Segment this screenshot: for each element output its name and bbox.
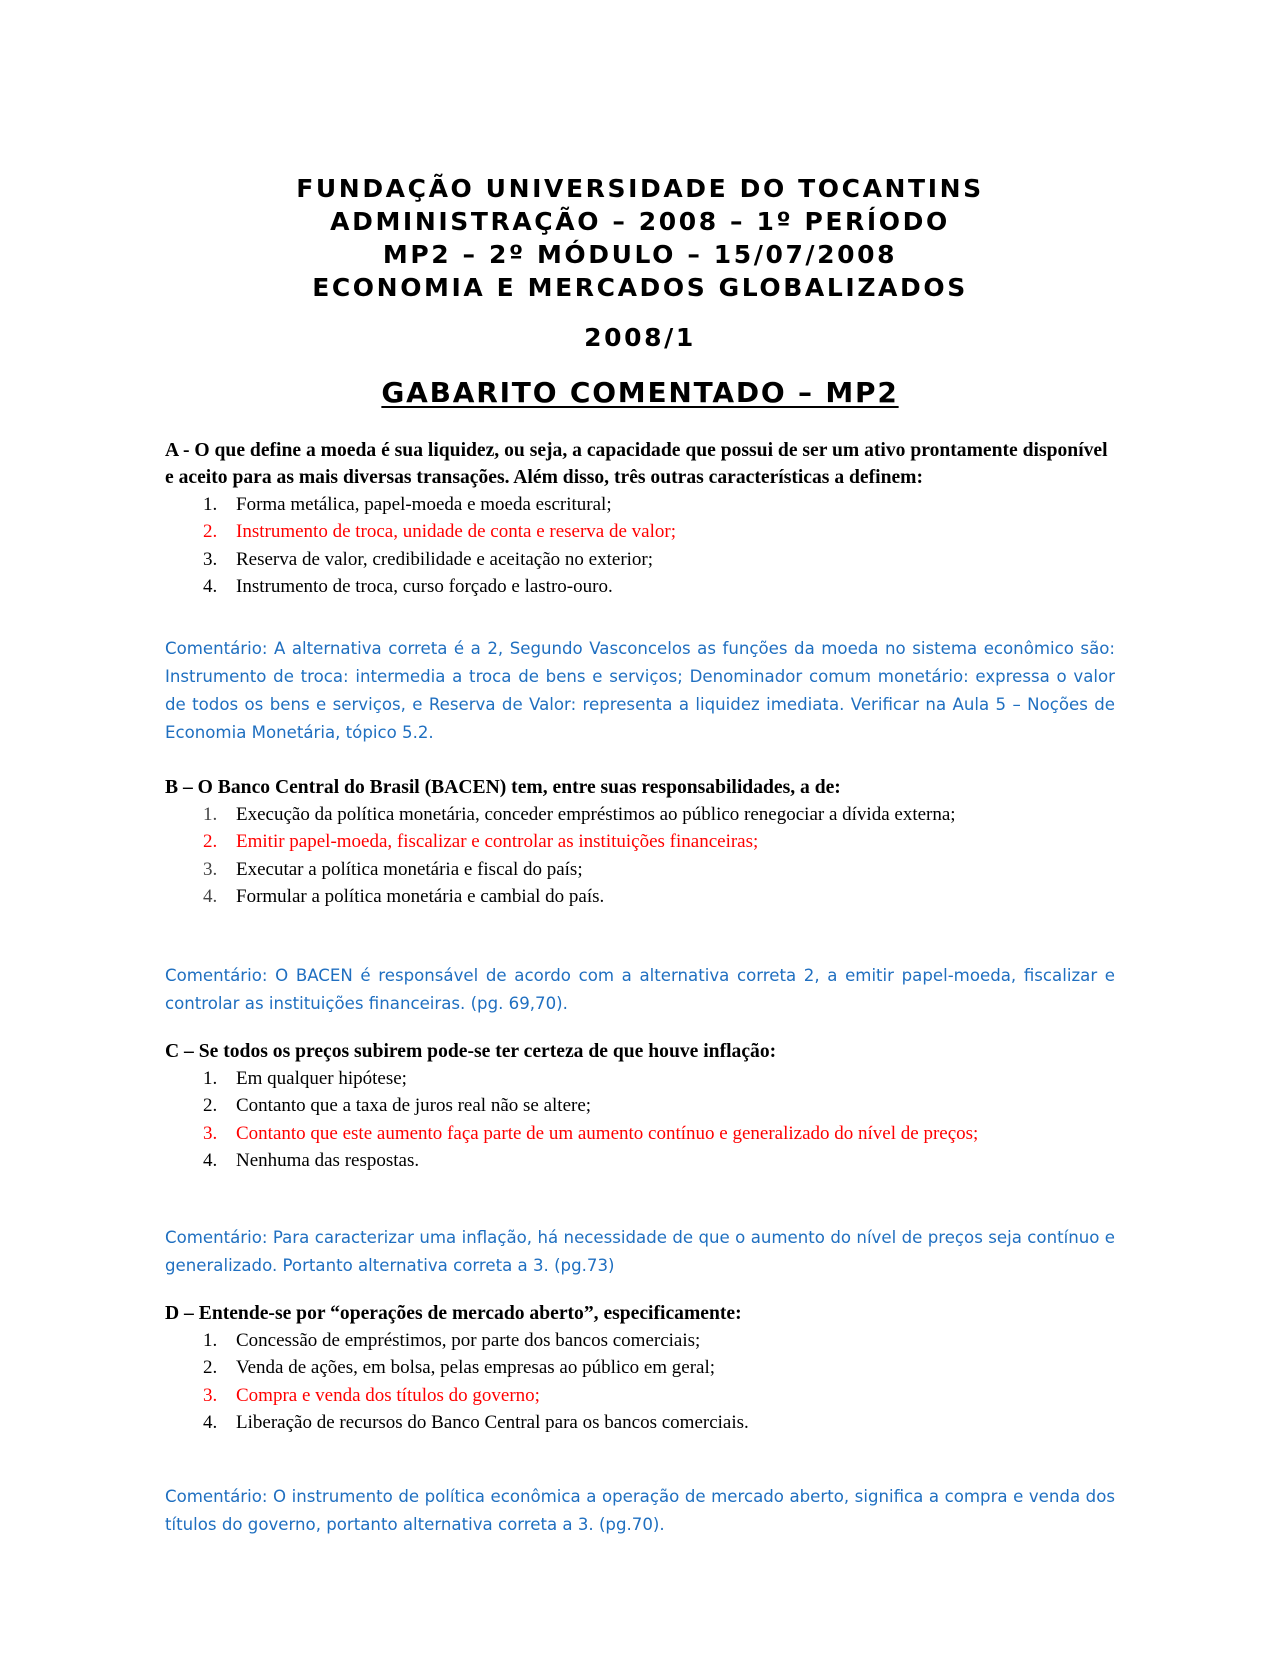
options-list — [165, 801, 1115, 911]
options-list — [165, 1065, 1115, 1175]
option-text: Compra e venda dos títulos do governo; — [236, 1384, 540, 1406]
comment-d: Comentário: O instrumento de política econômica a operação de mercado aberto, significa a compra e venda dos títulos do governo, portanto alternativa correta a 3. (pg.70). — [165, 1487, 1115, 1534]
question-text: B – O Banco Central do Brasil (BACEN) tem, entre suas responsabilidades, a de: — [165, 777, 841, 798]
option-number: 3. — [203, 858, 218, 880]
document-header — [0, 172, 1280, 409]
question-a — [165, 437, 1115, 601]
option-text: Execução da política monetária, conceder empréstimos ao público renegociar a dívida externa; — [236, 804, 956, 825]
comment-c: Comentário: Para caracterizar uma inflação, há necessidade de que o aumento do nível de preços seja contínuo e generalizado. Portanto alternativa correta a 3. (pg.73) — [165, 1228, 1115, 1275]
option-4 — [165, 573, 1115, 600]
option-number: 3. — [203, 548, 218, 570]
question-text: D – Entende-se por “operações de mercado aberto”, especificamente: — [165, 1303, 742, 1324]
option-text: Emitir papel-moeda, fiscalizar e controlar as instituições financeiras; — [236, 831, 759, 853]
option-number: 1. — [203, 1068, 218, 1089]
option-1 — [165, 801, 1115, 828]
option-2 — [165, 1354, 1115, 1381]
option-1 — [165, 491, 1115, 518]
semester-year: 2008/1 — [584, 323, 696, 352]
comment-a: Comentário: A alternativa correta é a 2, Segundo Vasconcelos as funções da moeda no sistema econômico são: Instrumento de troca: intermedia a troca de bens e serviços; Denominador comum monetário: expressa o valor de todos os bens e serviços, e Reserva de Valor: representa a liquidez imediata. Verificar na Aula 5 – Noções de Economia Monetária, tópico 5.2. — [165, 639, 1115, 742]
question-b — [165, 774, 1115, 911]
option-number: 2. — [203, 1357, 218, 1379]
option-2 — [165, 1092, 1115, 1119]
module-date: MP2 – 2º MÓDULO – 15/07/2008 — [382, 240, 898, 269]
option-number: 3. — [203, 1122, 218, 1144]
option-number: 2. — [203, 831, 218, 853]
option-text: Executar a política monetária e fiscal do país; — [236, 858, 583, 880]
option-text: Nenhuma das respostas. — [236, 1150, 420, 1172]
option-text: Venda de ações, em bolsa, pelas empresas ao público em geral; — [236, 1357, 716, 1379]
option-4 — [165, 1147, 1115, 1174]
option-3-correct — [165, 1382, 1115, 1409]
option-number: 2. — [203, 521, 218, 543]
option-text: Instrumento de troca, unidade de conta e reserva de valor; — [236, 521, 676, 543]
option-text: Contanto que este aumento faça parte de um aumento contínuo e generalizado do nível de preços; — [236, 1122, 979, 1144]
option-text: Concessão de empréstimos, por parte dos bancos comerciais; — [236, 1330, 701, 1351]
option-1 — [165, 1327, 1115, 1354]
option-number: 4. — [203, 1412, 218, 1434]
option-number: 1. — [203, 1330, 218, 1351]
options-list — [165, 1327, 1115, 1437]
option-text: Contanto que a taxa de juros real não se altere; — [236, 1095, 592, 1117]
options-list — [165, 491, 1115, 601]
option-number: 4. — [203, 576, 218, 598]
option-number: 4. — [203, 886, 218, 908]
option-3 — [165, 856, 1115, 883]
option-number: 2. — [203, 1095, 218, 1117]
option-4 — [165, 883, 1115, 910]
option-number: 1. — [203, 494, 218, 515]
question-d — [165, 1300, 1115, 1437]
institution-name: FUNDAÇÃO UNIVERSIDADE DO TOCANTINS — [296, 174, 984, 203]
comment-b: Comentário: O BACEN é responsável de acordo com a alternativa correta 2, a emitir papel-moeda, fiscalizar e controlar as instituições financeiras. (pg. 69,70). — [165, 966, 1115, 1013]
option-text: Formular a política monetária e cambial do país. — [236, 886, 605, 908]
option-number: 3. — [203, 1384, 218, 1406]
option-number: 1. — [203, 804, 218, 825]
option-1 — [165, 1065, 1115, 1092]
option-3 — [165, 546, 1115, 573]
subject-name: ECONOMIA E MERCADOS GLOBALIZADOS — [312, 273, 968, 302]
course-info: ADMINISTRAÇÃO – 2008 – 1º PERÍODO — [330, 207, 950, 236]
option-text: Instrumento de troca, curso forçado e lastro-ouro. — [236, 576, 613, 598]
page-title: GABARITO COMENTADO – MP2 — [381, 376, 899, 409]
option-text: Reserva de valor, credibilidade e aceitação no exterior; — [236, 548, 654, 570]
option-3-correct — [165, 1120, 1115, 1147]
question-text: A - O que define a moeda é sua liquidez, ou seja, a capacidade que possui de ser um ativo prontamente disponível e aceito para as mais diversas transações. Além disso, três outras características a definem: — [165, 440, 1108, 488]
option-4 — [165, 1409, 1115, 1436]
question-c — [165, 1038, 1115, 1175]
option-2-correct — [165, 518, 1115, 545]
option-text: Liberação de recursos do Banco Central para os bancos comerciais. — [236, 1412, 749, 1434]
option-text: Forma metálica, papel-moeda e moeda escritural; — [236, 494, 612, 515]
option-2-correct — [165, 828, 1115, 855]
option-text: Em qualquer hipótese; — [236, 1068, 407, 1089]
option-number: 4. — [203, 1150, 218, 1172]
question-text: C – Se todos os preços subirem pode-se ter certeza de que houve inflação: — [165, 1041, 777, 1062]
